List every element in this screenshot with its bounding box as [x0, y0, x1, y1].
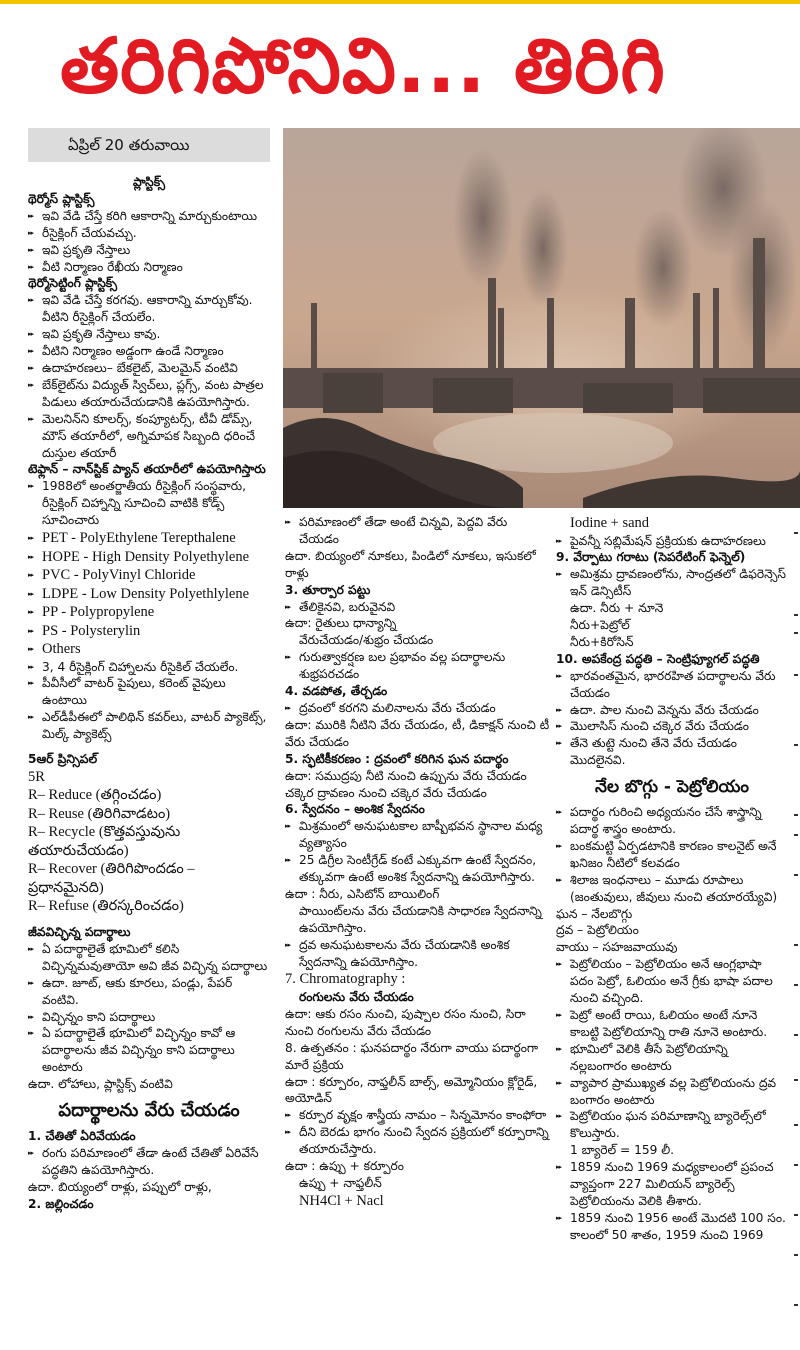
col1-line: ▸▸ వీటి నిర్మాణం రేఖీయ నిర్మాణం [28, 259, 270, 276]
col1-line: 1. చేతితో ఏరివేయడం [28, 1128, 136, 1143]
col2-line: ఉదా : ఉప్పు + కర్పూరం [285, 1159, 404, 1174]
col3-line: ▸▸ శిలాజ ఇంధనాలు – మూడు రూపాలు (జంతువులు, జీవులు నుంచి తయారయ్యేవి) [556, 872, 788, 906]
col2-line: ఉదా : కర్పూరం, నాఫ్తలీన్ బాల్స్, అమ్మోనియం క్లోరైడ్, అయోడిన్ [285, 1074, 538, 1106]
col3-line: Iodine + sand [570, 515, 650, 531]
col1-line: ▸▸ రంగు పరిమాణంలో తేడా ఉంటే చేతితో ఏరివేసే పద్ధతిని ఉపయోగిస్తారు. [28, 1145, 270, 1179]
col3-line: ఉదా. నీరు + నూనె [570, 601, 664, 616]
col1-line: ▸▸ LDPE - Low Density Polyethlylene [28, 585, 270, 604]
col1-line: R– Refuse (తిరస్కరించడం) [28, 898, 184, 915]
col3-line: ▸▸ పెట్రో అంటే రాయి, ఓలియం అంటే నూనె కాబట్టి పెట్రోలియాన్ని రాతి నూనె అంటారు. [556, 1007, 788, 1041]
col2-line: ▸▸ పరిమాణంలో తేడా అంటే చిన్నవి, పెద్దవి వేరు చేయడం [285, 514, 550, 548]
col1-line: ▸▸ ఇవి ప్రకృతి నేస్తాలు కావు. [28, 326, 270, 343]
col1-line: ▸▸ విచ్ఛిన్నం కాని పదార్థాలు [28, 1009, 270, 1026]
col2-line: 7. Chromatography : [285, 971, 406, 988]
col3-line: ద్రవ – పెట్రోలియం [556, 923, 639, 938]
column-3 [556, 514, 788, 1244]
col2-line: ▸▸ తేలికైనవి, బరువైనవి [285, 599, 550, 616]
col1-line: ▸▸ ఇవి వేడి చేస్తే కరిగి ఆకారాన్ని మార్చుకుంటాయి [28, 208, 270, 225]
col2-line: 6. స్వేదనం – అంశిక స్వేదనం [285, 802, 425, 817]
col1-line [28, 916, 270, 924]
col1-line: ▸▸ వీటిని నిర్మాణం అడ్డంగా ఉండే నిర్మాణం [28, 343, 270, 360]
column-1-body [28, 174, 270, 1212]
col2-line: వేరుచేయడం/శుభ్రం చేయడం [299, 633, 434, 648]
col3-line: ▸▸ పదార్థం గురించి అధ్యయనం చేసే శాస్త్రాన్ని పదార్థ శాస్త్రం అంటారు. [556, 804, 788, 838]
col1-line: ▸▸ PP - Polypropylene [28, 603, 270, 622]
col1-line: పదార్థాలను వేరు చేయడం [58, 1100, 240, 1122]
col1-line: ▸▸ 3, 4 రీసైక్లింగ్ చిహ్నాలను రీసైకిల్ చేయలేం. [28, 659, 270, 676]
col2-line: ఉదా : నీరు, ఎసిటోన్ బాయిలింగ్ [285, 886, 440, 901]
col3-line: నేల బొగ్గు - పెట్రోలియం [595, 777, 749, 798]
top-accent-bar [0, 0, 800, 4]
col2-line: ▸▸ ద్రవంలో కరగని మలినాలను వేరు చేయడం [285, 700, 550, 717]
col3-line: ▸▸ ఉదా. పాల నుంచి వెన్నను వేరు చేయడం [556, 702, 788, 719]
industrial-smoke-photo [283, 128, 800, 508]
factory-pollution-image [283, 128, 800, 508]
col2-line: ఉప్పు + నాఫ్తలీన్ [299, 1175, 382, 1190]
col3-line: ఘన – నేలబొగ్గు [556, 906, 633, 921]
col1-line: R– Reduce (తగ్గించడం) [28, 787, 162, 804]
col3-line: ▸▸ బంకమట్టి ఏర్పడటానికి కారణం కాలనైట్ అనే ఖనిజం నీటిలో కలవడం [556, 838, 788, 872]
col1-line: ▸▸ పీవీసీలో వాటర్ పైపులు, కరెంట్ వైపులు ఉంటాయి [28, 675, 270, 709]
col1-line: ▸▸ ఏ పదార్థాలైతే భూమిలో విచ్ఛిన్నం కావో ఆ పదార్థాలను జీవ విచ్ఛిన్నం కాని పదార్థాలు అంటారు [28, 1025, 270, 1076]
col2-line: ఉదా: సముద్రపు నీటి నుంచి ఉప్పును వేరు చేయడం [285, 768, 527, 783]
col1-line: ▸▸ ఉదా. జూట్, ఆకు కూరలు, పండ్లు, పేపర్ వంటివి. [28, 975, 270, 1009]
col1-line: ఉదా. లోహాలు, ప్లాస్టిక్స్ వంటివి [28, 1077, 173, 1092]
col2-line: రంగులను వేరు చేయడం [299, 989, 414, 1004]
col1-line: 2. జల్లించడం [28, 1196, 94, 1211]
col3-line: వాయు – సహజవాయువు [556, 940, 678, 955]
col2-line: ఉదా: రైతులు ధాన్యాన్ని [285, 616, 397, 631]
col2-line: ఉదా. బియ్యంలో నూకలు, పిండిలో నూకలు, ఇసుకలో రాళ్లు [285, 548, 536, 580]
col3-line: ▸▸ భారవంతమైన, భారరహిత పదార్థాలను వేరు చేయడం [556, 668, 788, 702]
col3-line: 1 బ్యారెల్ = 159 లీ. [570, 1143, 675, 1158]
col1-line: ▸▸ ఇవి వేడి చేస్తే కరగవు. ఆకారాన్ని మార్చుకోవు. వీటిని రీసైక్లింగ్ చేయలేం. [28, 292, 270, 326]
col3-line: ▸▸ వ్యాపార ప్రాముఖ్యత వల్ల పెట్రోలియంను ద్రవ బంగారం అంటారు [556, 1075, 788, 1109]
col1-line: ▸▸ ఇవి ప్రకృతి నేస్తాలు [28, 242, 270, 259]
col3-line: ▸▸ పెట్రోలియం ఘన పరిమాణాన్ని బ్యారెల్స్‌లో కొలుస్తారు. [556, 1108, 788, 1142]
col1-line [28, 743, 270, 751]
col1-line: ▸▸ ఎల్‌డీపీఈలో పాలిథిన్ కవర్‌లు, వాటర్ ప్యాకెట్స్, మిల్క్ ప్యాకెట్స్ [28, 709, 270, 743]
col2-line: పాయింట్‌లను వేరు చేయడానికి సాధారణ స్వేదనాన్ని ఉపయోగిస్తాం. [299, 903, 542, 935]
col3-line: నీరు+పెట్రోల్ [570, 618, 630, 633]
col2-line: ▸▸ 25 డిగ్రీల సెంటీగ్రేడ్ కంటే ఎక్కువగా ఉంటే స్వేదనం, తక్కువగా ఉంటే అంశిక స్వేదనాన్ని ఉపయోగిస్తారు. [285, 852, 550, 886]
col3-line: ▸▸ తేనె తుట్టె నుంచి తేనె వేరు చేయడం మొదలైనవి. [556, 735, 788, 769]
col1-line: టెఫ్లాన్ – నాన్‌స్టిక్ ప్యాన్ తయారీలో ఉపయోగిస్తారు [28, 462, 266, 477]
col2-line: 5. స్ఫటికీకరణం : ద్రవంలో కరిగిన ఘన పదార్థం [285, 751, 509, 766]
col1-line: జీవవిచ్ఛిన్న పదార్థాలు [28, 924, 131, 939]
col3-line: నీరు+కిరోసిన్ [570, 634, 634, 649]
col1-line: ▸▸ PS - Polysterylin [28, 622, 270, 641]
col2-line: NH4Cl + Nacl [299, 1192, 384, 1209]
col1-line: R– Recycle (కొత్తవస్తువును తయారుచేయడం) [28, 824, 181, 859]
col3-line: 9. వేర్పాటు గరాటు (సెపరేటింగ్ ఫెన్నెల్) [556, 550, 746, 565]
col1-line: థెర్మోసెట్టింగ్ ప్లాస్టిక్స్ [28, 276, 118, 291]
col2-line: ▸▸ కర్పూర వృక్షం శాస్త్రీయ నామం – సిన్నమోనం కాంఫోరా [285, 1107, 550, 1124]
col3-line: ▸▸ పైవన్నీ సబ్లిమేషన్ ప్రక్రియకు ఉదాహరణలు [556, 533, 788, 550]
col1-line: 5ఆర్ ప్రిన్సిపల్ [28, 752, 98, 767]
adjacent-column-edge-marks [794, 514, 800, 1350]
col3-line: ▸▸ అమిశ్రమ ద్రావణంలోను, సాంద్రతలో డిఫరెన్సెస్ ఇన్ డెన్సిటీస్ [556, 566, 788, 600]
col1-line: R– Reuse (తిరిగివాడటం) [28, 805, 171, 822]
col2-line: 3. తూర్పార పట్టు [285, 582, 371, 597]
col1-line: ▸▸ Others [28, 640, 270, 659]
col3-line: ▸▸ 1859 నుంచి 1969 మధ్యకాలంలో ప్రపంచ వ్యాప్తంగా 227 మిలియన్ బ్యారెల్స్ పెట్రోలియంను వెలికి తీశారు. [556, 1159, 788, 1210]
col2-line: ఉదా: ఆకు రసం నుంచి, పుష్పాల రసం నుంచి, సిరా నుంచి రంగులను వేరు చేయడం [285, 1006, 526, 1038]
col2-line: ఉదా: మురికి నీటిని వేరు చేయడం, టీ, డికాక్షన్ నుంచి టీ వేరు చేయడం [285, 717, 550, 749]
col1-line: ▸▸ బేక్‌లైట్‌ను విద్యుత్ స్విచ్‌లు, ప్లగ్స్, వంట పాత్రల పిడులు తయారుచేయడానికి ఉపయోగిస్తారు. [28, 377, 270, 411]
col1-line: ▸▸ ఉదాహరణలు– బేకలైట్, మెలమైన్ వంటివి [28, 360, 270, 377]
col3-line: ▸▸ 1859 నుంచి 1956 అంటే మొదటి 100 సం. కాలంలో 50 శాతం, 1959 నుంచి 1969 [556, 1210, 788, 1244]
col1-line: ▸▸ 1988లో అంతర్జాతీయ రీసైక్లింగ్ సంస్థవారు, రీసైక్లింగ్ చిహ్నాన్ని సూచించి వాటికి కోడ్స్ సూచించారు [28, 478, 270, 529]
col1-line: ▸▸ PVC - PolyVinyl Chloride [28, 566, 270, 585]
col3-line: ▸▸ పెట్రోలియం – పెట్రోలియం అనే ఆంగ్లభాషా పదం పెట్రో, ఓలియం అనే గ్రీకు భాషా పదాల నుంచి వచ్చింది. [556, 956, 788, 1007]
col2-line: ▸▸ గురుత్వాకర్షణ బల ప్రభావం వల్ల పదార్థాలను శుభ్రపరచడం [285, 649, 550, 683]
col1-line: ప్లాస్టిక్స్ [132, 175, 166, 189]
col2-line: చక్కెర ద్రావణం నుంచి చక్కెర వేరు చేయడం [285, 785, 487, 800]
col1-line: థెర్మోస్ ప్లాస్టిక్స్ [28, 191, 95, 206]
col2-line: ▸▸ ద్రవ అనుఘటకాలను వేరు చేయడానికి అంశిక స్వేదనాన్ని ఉపయోగిస్తాం. [285, 937, 550, 971]
col2-line: 4. వడపోత, తేర్చడం [285, 684, 388, 699]
col1-line: ఉదా. బియ్యంలో రాళ్లు, పప్పులో రాళ్లు, [28, 1179, 212, 1194]
col1-line: ▸▸ ఏ పదార్థాలైతే భూమిలో కలిసి విచ్ఛిన్నమవుతాయో అవి జీవ విచ్ఛిన్న పదార్థాలు [28, 941, 270, 975]
col3-line: 10. అపకేంద్ర పద్ధతి – సెంట్రిఫ్యూగల్ పద్ధతి [556, 651, 760, 666]
column-1 [28, 128, 270, 1212]
col3-line: ▸▸ మొలాసిస్ నుంచి చక్కెర వేరు చేయడం [556, 718, 788, 735]
col1-line: ▸▸ రీసైక్లింగ్ చేయవచ్చు. [28, 225, 270, 242]
col3-line: ▸▸ భూమిలో వెలికి తీసే పెట్రోలియాన్ని నల్లబంగారం అంటారు [556, 1041, 788, 1075]
col1-line: 5R [28, 768, 45, 785]
col2-line: 8. ఉత్పతనం : ఘనపదార్థం నేరుగా వాయు పదార్థంగా మారే ప్రక్రియ [285, 1040, 539, 1072]
col2-line: ▸▸ దీని బెరడు భాగం నుంచి స్వేదన ప్రక్రియలో కర్పూరాన్ని తయారుచేస్తారు. [285, 1124, 550, 1158]
col2-line: ▸▸ మిశ్రమంలో అనుఘటకాల బాష్పీభవన స్థానాల మధ్య వ్యత్యాసం [285, 818, 550, 852]
col1-line: R– Recover (తిరిగిపొందడం – ప్రధానమైనది) [28, 861, 195, 896]
column-2 [285, 514, 550, 1210]
continuation-box-title: ఏప్రిల్ 20 తరువాయి [28, 128, 270, 162]
col1-line: ▸▸ HOPE - High Density Polyethylene [28, 548, 270, 567]
page-headline: తరిగిపోనివి... తిరిగి [60, 21, 666, 110]
col1-line: ▸▸ మెలనిన్‌ని కూలర్స్, కంప్యూటర్స్, టీవీ డోమ్స్, మౌస్ తయారీలో, అగ్నిమాపక సిబ్బంది ధరించే దుస్తుల తయారీ [28, 411, 270, 462]
col1-line: ▸▸ PET - PolyEthylene Terepthalene [28, 529, 270, 548]
